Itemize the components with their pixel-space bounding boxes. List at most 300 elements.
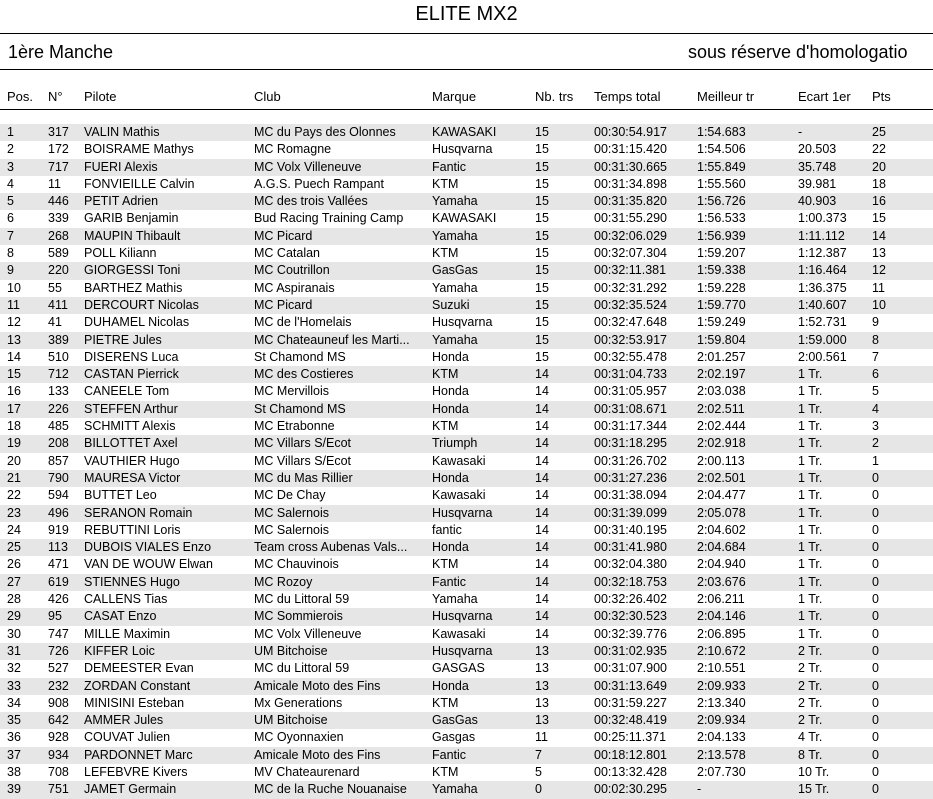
cell-laps: 13 [535,695,549,710]
table-row [0,159,933,176]
cell-gap: 40.903 [798,194,837,209]
cell-pilot: DERCOURT Nicolas [84,297,199,312]
cell-best-lap: 2:06.211 [697,592,745,607]
cell-brand: GASGAS [432,661,485,676]
cell-best-lap: 2:02.501 [697,470,746,485]
cell-pilot: PIETRE Jules [84,332,162,347]
cell-total-time: 00:31:34.898 [594,176,667,191]
cell-number: 708 [48,764,69,779]
cell-pos: 29 [7,609,21,624]
cell-pilot: FUERI Alexis [84,159,158,174]
cell-total-time: 00:32:48.419 [594,713,667,728]
cell-points: 0 [872,609,879,624]
cell-total-time: 00:31:08.671 [594,401,667,416]
cell-best-lap: 2:04.602 [697,522,746,537]
cell-pilot: JAMET Germain [84,782,177,797]
cell-total-time: 00:32:06.029 [594,228,667,243]
cell-number: 712 [48,367,69,382]
cell-total-time: 00:31:59.227 [594,695,667,710]
cell-best-lap: 1:56.726 [697,194,746,209]
cell-pos: 6 [7,211,14,226]
cell-total-time: 00:32:35.524 [594,297,667,312]
cell-total-time: 00:31:02.935 [594,643,667,658]
cell-pos: 19 [7,436,21,451]
cell-gap: 35.748 [798,159,837,174]
cell-total-time: 00:31:41.980 [594,540,667,555]
cell-gap: 1:16.464 [798,263,847,278]
table-row [0,435,933,452]
cell-number: 485 [48,419,69,434]
cell-points: 13 [872,246,886,261]
cell-club: MC Chauvinois [254,557,339,572]
cell-brand: Yamaha [432,280,478,295]
cell-pilot: GIORGESSI Toni [84,263,181,278]
cell-brand: Yamaha [432,592,478,607]
cell-best-lap: 1:59.804 [697,332,746,347]
cell-gap: 1:12.387 [798,246,847,261]
table-row [0,280,933,297]
cell-points: 22 [872,142,886,157]
col-header-gap: Ecart 1er [798,89,851,104]
cell-total-time: 00:31:17.344 [594,419,667,434]
cell-brand: Honda [432,401,469,416]
cell-points: 0 [872,678,879,693]
cell-laps: 15 [535,297,549,312]
cell-total-time: 00:13:32.428 [594,764,667,779]
cell-pilot: CANEELE Tom [84,384,170,399]
table-row [0,574,933,591]
col-header-points: Pts [872,89,891,104]
cell-pilot: MAURESA Victor [84,470,181,485]
cell-gap: 4 Tr. [798,730,823,745]
cell-pilot: MILLE Maximin [84,626,171,641]
col-header-total-time: Temps total [594,89,661,104]
cell-club: MC Mervillois [254,384,329,399]
table-row [0,210,933,227]
cell-brand: Triumph [432,436,478,451]
cell-number: 496 [48,505,69,520]
cell-best-lap: 1:54.683 [697,125,746,139]
cell-gap: 1 Tr. [798,384,823,399]
cell-number: 172 [48,142,69,157]
cell-club: MC Salernois [254,522,330,537]
cell-laps: 7 [535,747,542,762]
cell-points: 0 [872,522,879,537]
cell-total-time: 00:31:38.094 [594,488,667,503]
table-row [0,401,933,418]
cell-gap: 2:00.561 [798,349,847,364]
cell-club: St Chamond MS [254,349,346,364]
cell-best-lap: 1:59.770 [697,297,746,312]
cell-brand: fantic [432,522,462,537]
cell-points: 20 [872,159,886,174]
cell-laps: 14 [535,401,549,416]
table-row [0,643,933,660]
cell-laps: 14 [535,505,549,520]
table-row [0,418,933,435]
cell-pos: 24 [7,522,21,537]
cell-number: 226 [48,401,69,416]
cell-brand: KTM [432,419,459,434]
cell-best-lap: 2:10.672 [697,643,746,658]
cell-brand: Yamaha [432,782,478,797]
cell-pilot: SERANON Romain [84,505,193,520]
cell-pos: 3 [7,159,14,174]
cell-total-time: 00:32:26.402 [594,592,667,607]
col-header-club: Club [254,89,281,104]
cell-total-time: 00:31:39.099 [594,505,667,520]
cell-brand: KTM [432,695,459,710]
cell-total-time: 00:18:12.801 [594,747,667,762]
cell-total-time: 00:02:30.295 [594,782,667,797]
cell-pilot: MAUPIN Thibault [84,228,181,243]
cell-total-time: 00:31:13.649 [594,678,667,693]
cell-pilot: VAUTHIER Hugo [84,453,180,468]
cell-pilot: PETIT Adrien [84,194,159,209]
cell-best-lap: 2:03.038 [697,384,746,399]
cell-best-lap: 2:13.578 [697,747,746,762]
cell-brand: Honda [432,384,469,399]
cell-pilot: CASTAN Pierrick [84,367,179,382]
cell-points: 0 [872,661,879,676]
cell-gap: 1:52.731 [798,315,847,330]
cell-number: 317 [48,125,69,139]
cell-points: 0 [872,747,879,762]
results-table-header [0,89,933,107]
cell-number: 919 [48,522,69,537]
cell-laps: 15 [535,228,549,243]
table-row [0,747,933,764]
cell-points: 11 [872,280,885,295]
cell-pilot: VALIN Mathis [84,125,160,139]
cell-points: 10 [872,297,886,312]
cell-points: 0 [872,470,879,485]
cell-pos: 35 [7,713,21,728]
cell-total-time: 00:31:30.665 [594,159,667,174]
cell-pos: 10 [7,280,21,295]
cell-laps: 14 [535,384,549,399]
cell-pos: 15 [7,367,21,382]
cell-laps: 14 [535,488,549,503]
cell-brand: Yamaha [432,228,478,243]
table-row [0,314,933,331]
cell-total-time: 00:32:30.523 [594,609,667,624]
cell-laps: 14 [535,453,549,468]
cell-gap: 1 Tr. [798,419,823,434]
cell-club: MC Salernois [254,505,330,520]
cell-laps: 14 [535,592,549,607]
table-row [0,193,933,210]
cell-pos: 33 [7,678,21,693]
cell-best-lap: 2:02.197 [697,367,746,382]
cell-gap: 1:11.112 [798,228,845,243]
cell-total-time: 00:32:47.648 [594,315,667,330]
cell-best-lap: 2:02.511 [697,401,745,416]
cell-number: 55 [48,280,62,295]
cell-points: 7 [872,349,879,364]
cell-laps: 11 [535,730,548,745]
cell-pilot: BILLOTTET Axel [84,436,178,451]
cell-total-time: 00:32:53.917 [594,332,667,347]
cell-club: Amicale Moto des Fins [254,678,381,693]
cell-number: 527 [48,661,69,676]
cell-points: 14 [872,228,886,243]
table-row [0,349,933,366]
cell-best-lap: 1:59.207 [697,246,746,261]
cell-total-time: 00:32:55.478 [594,349,667,364]
cell-points: 15 [872,211,886,226]
cell-best-lap: 1:56.939 [697,228,746,243]
cell-pilot: GARIB Benjamin [84,211,179,226]
cell-points: 0 [872,574,879,589]
cell-gap: 2 Tr. [798,713,823,728]
cell-number: 389 [48,332,69,347]
cell-number: 717 [48,159,69,174]
table-row [0,332,933,349]
cell-gap: 1 Tr. [798,592,823,607]
col-header-number: N° [48,89,63,104]
cell-gap: 1 Tr. [798,609,823,624]
cell-points: 4 [872,401,879,416]
cell-pos: 28 [7,592,21,607]
table-row [0,678,933,695]
cell-pos: 16 [7,384,21,399]
cell-points: 0 [872,505,879,520]
cell-total-time: 00:31:40.195 [594,522,667,537]
table-row [0,608,933,625]
cell-total-time: 00:31:07.900 [594,661,667,676]
cell-gap: 1 Tr. [798,505,823,520]
cell-laps: 14 [535,540,549,555]
table-row [0,366,933,383]
cell-laps: 14 [535,436,549,451]
table-row [0,626,933,643]
cell-points: 8 [872,332,879,347]
cell-club: MC Chateauneuf les Marti... [254,332,410,347]
cell-best-lap: 2:04.684 [697,540,746,555]
cell-best-lap: 2:09.933 [697,678,746,693]
cell-club: MC de l'Homelais [254,315,352,330]
cell-pilot: FONVIEILLE Calvin [84,176,195,191]
cell-gap: 1 Tr. [798,574,823,589]
cell-number: 589 [48,246,69,261]
cell-pilot: COUVAT Julien [84,730,171,745]
cell-brand: Kawasaki [432,626,486,641]
table-row [0,695,933,712]
cell-brand: Kawasaki [432,453,486,468]
cell-pilot: LEFEBVRE Kivers [84,764,188,779]
cell-gap: 2 Tr. [798,695,823,710]
cell-brand: KTM [432,557,459,572]
cell-points: 0 [872,592,879,607]
cell-club: Amicale Moto des Fins [254,747,381,762]
cell-club: MC Volx Villeneuve [254,626,362,641]
cell-gap: 1 Tr. [798,453,823,468]
cell-pos: 36 [7,730,21,745]
cell-number: 594 [48,488,69,503]
cell-number: 426 [48,592,69,607]
table-row [0,262,933,279]
cell-total-time: 00:31:05.957 [594,384,667,399]
cell-club: MC Villars S/Ecot [254,436,352,451]
cell-laps: 14 [535,609,549,624]
cell-laps: 15 [535,211,549,226]
cell-laps: 15 [535,246,549,261]
cell-points: 0 [872,557,879,572]
cell-laps: 15 [535,349,549,364]
cell-points: 0 [872,695,879,710]
cell-brand: Yamaha [432,332,478,347]
cell-pilot: REBUTTINI Loris [84,522,181,537]
cell-points: 1 [872,453,879,468]
cell-total-time: 00:25:11.371 [594,730,667,745]
cell-gap: 1 Tr. [798,367,823,382]
cell-pilot: DUHAMEL Nicolas [84,315,190,330]
cell-points: 0 [872,713,879,728]
cell-pos: 5 [7,194,14,209]
cell-club: MC Rozoy [254,574,313,589]
cell-club: MC de la Ruche Nouanaise [254,782,407,797]
cell-number: 928 [48,730,69,745]
cell-brand: KAWASAKI [432,125,497,139]
cell-number: 11 [48,176,61,191]
cell-pos: 23 [7,505,21,520]
cell-number: 908 [48,695,69,710]
cell-best-lap: 2:13.340 [697,695,746,710]
cell-best-lap: 1:54.506 [697,142,746,157]
cell-pilot: PARDONNET Marc [84,747,193,762]
table-row [0,522,933,539]
cell-pos: 8 [7,246,14,261]
cell-pos: 7 [7,228,14,243]
cell-club: MC Picard [254,297,313,312]
col-header-best-lap: Meilleur tr [697,89,755,104]
heat-label: 1ère Manche [8,42,114,62]
table-row [0,712,933,729]
cell-pos: 17 [7,401,21,416]
cell-laps: 15 [535,315,549,330]
cell-pilot: DEMEESTER Evan [84,661,194,676]
cell-points: 0 [872,643,879,658]
cell-club: MC des Costieres [254,367,354,382]
cell-club: MC du Pays des Olonnes [254,125,396,139]
cell-pos: 21 [7,470,21,485]
cell-brand: Fantic [432,574,467,589]
cell-club: MC Villars S/Ecot [254,453,352,468]
cell-gap: 2 Tr. [798,661,823,676]
cell-pos: 34 [7,695,21,710]
cell-best-lap: 2:02.444 [697,419,746,434]
cell-laps: 15 [535,332,549,347]
cell-pos: 25 [7,540,21,555]
cell-total-time: 00:32:18.753 [594,574,667,589]
cell-pos: 12 [7,315,21,330]
cell-brand: Yamaha [432,194,478,209]
table-row [0,487,933,504]
cell-number: 268 [48,228,69,243]
cell-total-time: 00:32:31.292 [594,280,667,295]
table-row [0,297,933,314]
cell-total-time: 00:31:27.236 [594,470,667,485]
cell-best-lap: 2:04.940 [697,557,746,572]
cell-pos: 2 [7,142,14,157]
cell-pilot: CALLENS Tias [84,592,168,607]
cell-brand: Husqvarna [432,505,493,520]
cell-pos: 32 [7,661,21,676]
cell-pos: 11 [7,297,20,312]
cell-club: MC Etrabonne [254,419,335,434]
cell-pos: 39 [7,782,21,797]
table-row [0,591,933,608]
cell-total-time: 00:31:55.290 [594,211,667,226]
cell-number: 857 [48,453,69,468]
cell-number: 113 [48,540,68,555]
table-row [0,228,933,245]
results-table-body [0,124,933,799]
cell-number: 339 [48,211,69,226]
table-row [0,176,933,193]
cell-best-lap: 2:01.257 [697,349,746,364]
homologation-note: sous réserve d'homologatio [688,42,908,62]
cell-best-lap: 2:07.730 [697,764,746,779]
cell-best-lap: 2:04.146 [697,609,746,624]
cell-points: 6 [872,367,879,382]
table-row [0,539,933,556]
cell-brand: Honda [432,678,469,693]
cell-laps: 14 [535,419,549,434]
cell-laps: 15 [535,194,549,209]
cell-points: 2 [872,436,879,451]
cell-brand: Fantic [432,159,467,174]
cell-points: 25 [872,125,886,139]
cell-pilot: MINISINI Esteban [84,695,185,710]
cell-pos: 37 [7,747,21,762]
cell-points: 0 [872,764,879,779]
cell-club: Team cross Aubenas Vals... [254,540,408,555]
cell-brand: KAWASAKI [432,211,497,226]
cell-pilot: STEFFEN Arthur [84,401,178,416]
cell-best-lap: 1:59.338 [697,263,746,278]
cell-gap: 8 Tr. [798,747,823,762]
table-row [0,556,933,573]
cell-number: 642 [48,713,69,728]
cell-gap: 1 Tr. [798,436,823,451]
cell-gap: 15 Tr. [798,782,830,797]
cell-total-time: 00:32:11.381 [594,263,667,278]
table-row [0,453,933,470]
cell-pilot: BOISRAME Mathys [84,142,194,157]
cell-total-time: 00:32:04.380 [594,557,667,572]
cell-club: MC du Littoral 59 [254,592,350,607]
cell-total-time: 00:30:54.917 [594,125,667,139]
cell-laps: 0 [535,782,542,797]
cell-pos: 18 [7,419,21,434]
cell-points: 12 [872,263,886,278]
cell-club: MC Picard [254,228,313,243]
cell-pos: 22 [7,488,21,503]
cell-pilot: BUTTET Leo [84,488,157,503]
cell-best-lap: 1:59.249 [697,315,746,330]
cell-laps: 14 [535,557,549,572]
cell-gap: 39.981 [798,176,837,191]
cell-brand: Husqvarna [432,643,493,658]
section-divider [0,69,933,70]
cell-gap: 1 Tr. [798,557,823,572]
cell-laps: 13 [535,661,549,676]
cell-brand: Husqvarna [432,609,493,624]
col-header-pilot: Pilote [84,89,117,104]
cell-gap: 20.503 [798,142,837,157]
